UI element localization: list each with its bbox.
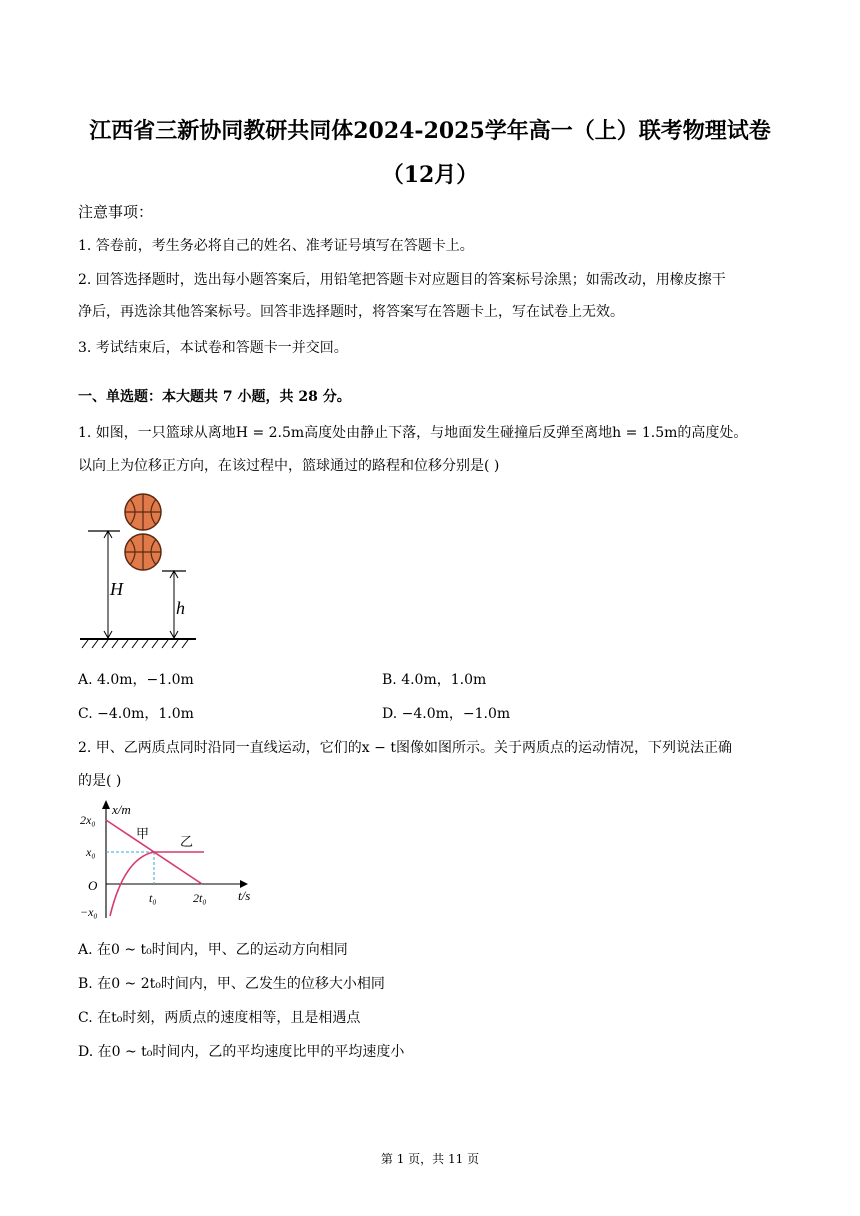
origin-label: O bbox=[88, 878, 98, 893]
series-label-yi: 乙 bbox=[180, 834, 194, 849]
q2-option-d[interactable]: D. 在0 ~ t₀时间内，乙的平均速度比甲的平均速度小 bbox=[78, 1044, 405, 1060]
notice-heading: 注意事项： bbox=[78, 203, 154, 221]
tick-t0: t₀ bbox=[149, 891, 157, 905]
basketball-top-icon bbox=[125, 494, 161, 530]
q1-option-b[interactable]: B. 4.0m，1.0m bbox=[382, 672, 487, 688]
notice-item-2a: 2. 回答选择题时，选出每小题答案后，用铅笔把答题卡对应题目的答案标号涂黑；如需改动，用橡皮擦干 bbox=[78, 272, 726, 288]
q2-option-a[interactable]: A. 在0 ~ t₀时间内，甲、乙的运动方向相同 bbox=[78, 942, 348, 958]
notice-item-3: 3. 考试结束后，本试卷和答题卡一并交回。 bbox=[78, 340, 348, 356]
axis-label-y: x/m bbox=[112, 802, 131, 817]
exam-title: 江西省三新协同教研共同体2024-2025学年高一（上）联考物理试卷 bbox=[89, 118, 771, 144]
tick-x0: x₀ bbox=[86, 845, 96, 859]
q1-stem-line1: 1. 如图，一只篮球从离地H = 2.5m高度处由静止下落，与地面发生碰撞后反弹至离地h = 1.5m的高度处。 bbox=[78, 425, 748, 441]
q1-option-d[interactable]: D. −4.0m，−1.0m bbox=[382, 706, 511, 722]
axis-label-x: t/s bbox=[238, 888, 251, 903]
page-footer: 第 1 页，共 11 页 bbox=[380, 1152, 480, 1166]
notice-item-2b: 净后，再选涂其他答案标号。回答非选择题时，将答案写在答题卡上，写在试卷上无效。 bbox=[78, 304, 624, 320]
q1-option-c[interactable]: C. −4.0m，1.0m bbox=[78, 706, 194, 722]
fig-label-H: H bbox=[110, 579, 123, 599]
notice-item-1: 1. 答卷前，考生务必将自己的姓名、准考证号填写在答题卡上。 bbox=[78, 238, 474, 254]
q1-basketball-figure bbox=[76, 488, 206, 652]
tick-2x0: 2x₀ bbox=[80, 813, 96, 827]
series-label-jia: 甲 bbox=[136, 826, 150, 841]
q2-stem-line2: 的是( ) bbox=[78, 773, 122, 789]
basketball-bottom-icon bbox=[125, 534, 161, 570]
q2-stem-line1: 2. 甲、乙两质点同时沿同一直线运动，它们的x − t图像如图所示。关于两质点的运动情况，下列说法正确 bbox=[78, 740, 732, 756]
q2-option-c[interactable]: C. 在t₀时刻，两质点的速度相等，且是相遇点 bbox=[78, 1010, 361, 1026]
tick-neg-x0: −x₀ bbox=[80, 905, 98, 919]
q2-option-b[interactable]: B. 在0 ~ 2t₀时间内，甲、乙发生的位移大小相同 bbox=[78, 976, 385, 992]
q1-option-a[interactable]: A. 4.0m，−1.0m bbox=[78, 672, 194, 688]
tick-2t0: 2t₀ bbox=[193, 891, 207, 905]
exam-title-month: （12月） bbox=[381, 162, 479, 188]
fig-label-h: h bbox=[176, 598, 185, 618]
section-heading: 一、单选题：本大题共 7 小题，共 28 分。 bbox=[78, 389, 351, 405]
q2-xt-graph bbox=[76, 798, 266, 926]
q1-stem-line2: 以向上为位移正方向，在该过程中，篮球通过的路程和位移分别是( ) bbox=[78, 458, 500, 474]
